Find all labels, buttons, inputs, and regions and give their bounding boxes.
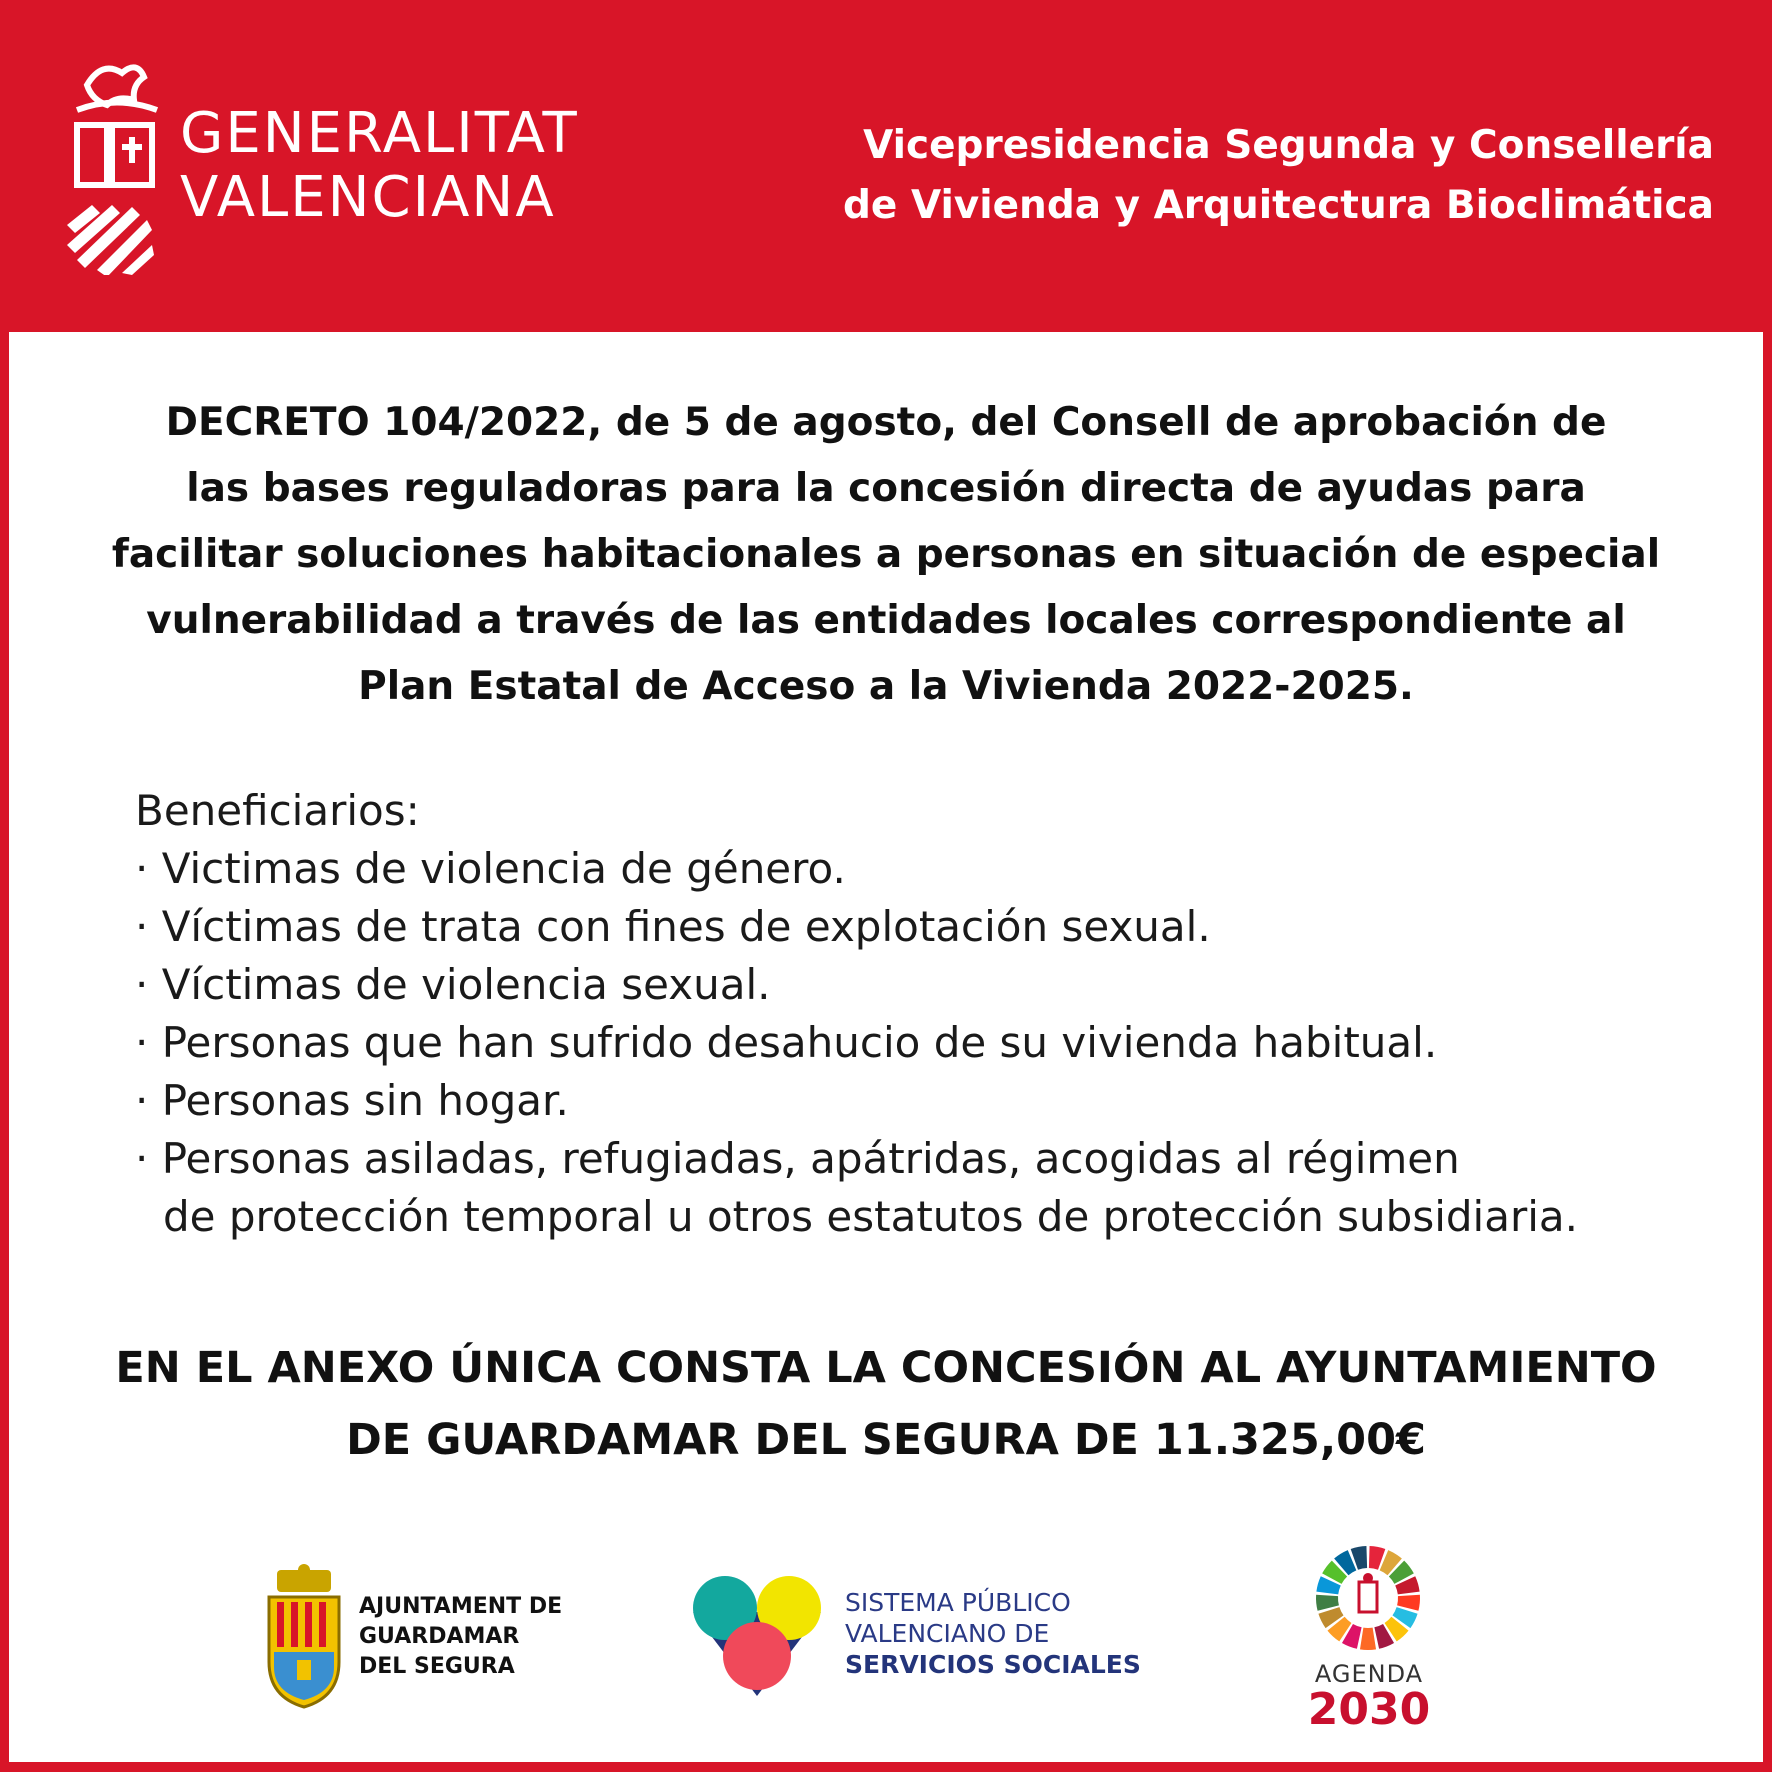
decree-line: facilitar soluciones habitacionales a personas en situación de especial: [111, 532, 1661, 577]
servicios-sociales-wordmark: [845, 1587, 1141, 1680]
annex-line2: DE GUARDAMAR DEL SEGURA DE 11.325,00€: [346, 1415, 1426, 1465]
annex-statement: [49, 1332, 1723, 1476]
decree-line: Plan Estatal de Acceso a la Vivienda 2022-2025.: [358, 664, 1414, 709]
generalitat-wordmark: [180, 102, 579, 230]
sdg-segment: [1360, 1628, 1376, 1650]
list-item: · Víctimas de violencia sexual.: [135, 960, 771, 1009]
department-line1: Vicepresidencia Segunda y Consellería: [863, 123, 1714, 168]
department-title: [814, 116, 1714, 236]
org-name-line2: VALENCIANA: [180, 165, 556, 230]
ayto-line3: DEL SEGURA: [359, 1654, 515, 1679]
org-name-line1: GENERALITAT: [180, 101, 579, 166]
ayto-line1: AJUNTAMENT DE: [359, 1594, 563, 1619]
sps-line3: SERVICIOS SOCIALES: [845, 1650, 1141, 1679]
agenda-label: AGENDA: [1314, 1660, 1424, 1688]
content-panel: [9, 332, 1763, 1762]
decree-heading: [69, 390, 1703, 720]
decree-line: las bases reguladoras para la concesión directa de ayudas para: [186, 466, 1586, 511]
beneficiaries-title: Beneficiarios:: [135, 786, 420, 835]
decree-line: vulnerabilidad a través de las entidades locales correspondiente al: [146, 598, 1626, 643]
sps-line2: VALENCIANO DE: [845, 1619, 1050, 1648]
sps-line1: SISTEMA PÚBLICO: [845, 1588, 1071, 1617]
list-item: · Personas sin hogar.: [135, 1076, 569, 1125]
agenda-2030-wheel-icon: [1314, 1544, 1422, 1652]
list-item: · Víctimas de trata con fines de explotación sexual.: [135, 902, 1211, 951]
list-item: · Personas asiladas, refugiadas, apátridas, acogidas al régimen: [135, 1134, 1460, 1183]
list-item: · Victimas de violencia de género.: [135, 844, 846, 893]
generalitat-crest-icon: [62, 55, 172, 275]
list-item: · Personas que han sufrido desahucio de su vivienda habitual.: [135, 1018, 1438, 1067]
header-banner: [0, 0, 1772, 332]
department-line2: de Vivienda y Arquitectura Bioclimática: [843, 183, 1714, 228]
ayto-line2: GUARDAMAR: [359, 1624, 520, 1649]
beneficiaries-list: [135, 782, 1578, 1246]
guardamar-shield-icon: [259, 1562, 349, 1714]
list-item-continuation: de protección temporal u otros estatutos de protección subsidiaria.: [163, 1192, 1578, 1241]
agenda-year: 2030: [1307, 1684, 1431, 1735]
annex-line1: EN EL ANEXO ÚNICA CONSTA LA CONCESIÓN AL AYUNTAMIENTO: [115, 1343, 1657, 1393]
guardamar-wordmark: [359, 1592, 562, 1682]
decree-line: DECRETO 104/2022, de 5 de agosto, del Consell de aprobación de: [165, 400, 1607, 445]
servicios-sociales-heart-icon: [689, 1572, 825, 1698]
